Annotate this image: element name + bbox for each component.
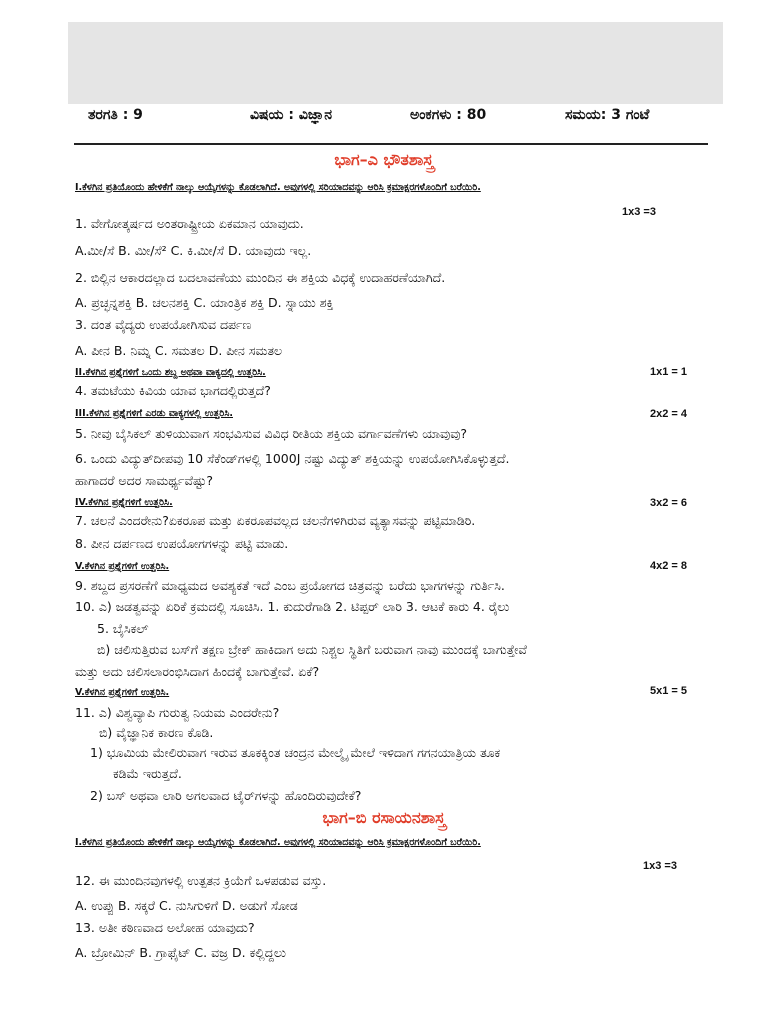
question-2: 2. ಬಿಲ್ಲಿನ ಆಕಾರದಲ್ಲಾದ ಬದಲಾವಣೆಯು ಮುಂದಿನ ಈ ಶಕ್ತಿಯ ವಿಧಕ್ಕೆ ಉದಾಹರಣೆಯಾಗಿದೆ.	[75, 270, 446, 285]
question-3-options: A. ಪೀನ B. ನಿಮ್ನ C. ಸಮತಲ D. ಪೀನ ಸಮತಲ	[75, 343, 283, 358]
section-instruction: I.ಕೆಳಗಿನ ಪ್ರತಿಯೊಂದು ಹೇಳಿಕೆಗೆ ನಾಲ್ಕು ಆಯ್ಕೆಗಳನ್ನು ಕೊಡಲಾಗಿದೆ. ಅವುಗಳಲ್ಲಿ ಸರಿಯಾದವನ್ನು ಆರಿಸಿ ಕ್ರಮಾಕ್ಷರಗಳೊಂದಿಗೆ ಬರೆಯಿರಿ.	[75, 182, 481, 193]
part-b-title: ಭಾಗ–ಬಿ ರಸಾಯನಶಾಸ್ತ್ರ	[322, 808, 446, 827]
question-11a: 11. ಎ) ವಿಶ್ವವ್ಯಾಪಿ ಗುರುತ್ವ ನಿಯಮ ಎಂದರೇನು?	[75, 705, 280, 720]
header-rule	[74, 143, 708, 145]
question-3: 3. ದಂತ ವೈದ್ಯರು ಉಪಯೋಗಿಸುವ ದರ್ಪಣ	[75, 317, 252, 332]
question-1: 1. ವೇಗೋತ್ಕರ್ಷದ ಅಂತರಾಷ್ಟ್ರೀಯ ಏಕಮಾನ ಯಾವುದು.	[75, 216, 304, 231]
section-marks: 3x2 = 6	[650, 497, 688, 509]
question-9: 9. ಶಬ್ದದ ಪ್ರಸರಣೆಗೆ ಮಾಧ್ಯಮದ ಅವಶ್ಯಕತೆ ಇದೆ ಎಂಬ ಪ್ರಯೋಗದ ಚಿತ್ರವನ್ನು ಬರೆದು ಭಾಗಗಳನ್ನು ಗುರ್ತಿಸಿ.	[75, 578, 505, 593]
section-marks: 5x1 = 5	[650, 685, 688, 697]
section-marks: 1x3 =3	[643, 860, 677, 872]
question-11b-2: 2) ಬಸ್ ಅಥವಾ ಲಾರಿ ಅಗಲವಾದ ಟೈರ್‌ಗಳನ್ನು ಹೊಂದಿರುವುದೇಕೆ?	[90, 788, 362, 803]
section-instruction: IV.ಕೆಳಗಿನ ಪ್ರಶ್ನೆಗಳಿಗೆ ಉತ್ತರಿಸಿ.	[75, 497, 173, 508]
section-marks: 1x3 =3	[622, 206, 656, 218]
question-11b: ಬಿ) ವೈಜ್ಞಾನಿಕ ಕಾರಣ ಕೊಡಿ.	[99, 725, 214, 740]
section-instruction: V.ಕೆಳಗಿನ ಪ್ರಶ್ನೆಗಳಿಗೆ ಉತ್ತರಿಸಿ.	[75, 561, 170, 572]
question-1-options: A.ಮೀ/ಸೆ B. ಮೀ/ಸೆ² C. ಕಿ.ಮೀ/ಸೆ D. ಯಾವುದು ಇಲ್ಲ.	[75, 243, 312, 258]
section-instruction: I.ಕೆಳಗಿನ ಪ್ರತಿಯೊಂದು ಹೇಳಿಕೆಗೆ ನಾಲ್ಕು ಆಯ್ಕೆಗಳನ್ನು ಕೊಡಲಾಗಿದೆ. ಅವುಗಳಲ್ಲಿ ಸರಿಯಾದವನ್ನು ಆರಿಸಿ ಕ್ರಮಾಕ್ಷರಗಳೊಂದಿಗೆ ಬರೆಯಿರಿ.	[75, 837, 481, 848]
question-11b-1: 1) ಭೂಮಿಯ ಮೇಲಿರುವಾಗ ಇರುವ ತೂಕಕ್ಕಿಂತ ಚಂದ್ರನ ಮೇಲ್ಮೈ ಮೇಲೆ ಇಳಿದಾಗ ಗಗನಯಾತ್ರಿಯ ತೂಕ	[90, 745, 501, 760]
time-label: ಸಮಯ: 3 ಗಂಟೆ	[565, 107, 650, 123]
class-label: ತರಗತಿ : 9	[88, 107, 143, 123]
section-instruction: V.ಕೆಳಗಿನ ಪ್ರಶ್ನೆಗಳಿಗೆ ಉತ್ತರಿಸಿ.	[75, 687, 170, 698]
part-a-title: ಭಾಗ–ಎ ಭೌತಶಾಸ್ತ್ರ	[334, 150, 434, 169]
question-4: 4. ತಮಟೆಯು ಕಿವಿಯ ಯಾವ ಭಾಗದಲ್ಲಿರುತ್ತದೆ?	[75, 383, 271, 398]
section-instruction: II.ಕೆಳಗಿನ ಪ್ರಶ್ನೆಗಳಿಗೆ ಒಂದು ಶಬ್ದ ಅಥವಾ ವಾಕ್ಯದಲ್ಲಿ ಉತ್ತರಿಸಿ.	[75, 367, 266, 378]
question-12-options: A. ಉಪ್ಪು B. ಸಕ್ಕರೆ C. ನುಸಿಗುಳಿಗೆ D. ಅಡುಗೆ ಸೋಡ	[75, 898, 298, 913]
question-10a-cont: 5. ಬೈಸಿಕಲ್	[97, 621, 149, 636]
question-10b: ಬಿ) ಚಲಿಸುತ್ತಿರುವ ಬಸ್‌ಗೆ ತಕ್ಷಣ ಬ್ರೇಕ್ ಹಾಕಿದಾಗ ಅದು ನಿಶ್ಚಲ ಸ್ಥಿತಿಗೆ ಬರುವಾಗ ನಾವು ಮುಂದಕ್ಕೆ ಬಾಗುತ್ತೇವೆ	[97, 642, 527, 657]
question-13-options: A. ಬ್ರೋಮಿನ್ B. ಗ್ರಾಫೈಟ್ C. ವಜ್ರ D. ಕಲ್ಲಿದ್ದಲು	[75, 945, 286, 960]
section-instruction: III.ಕೆಳಗಿನ ಪ್ರಶ್ನೆಗಳಿಗೆ ಎರಡು ವಾಕ್ಯಗಳಲ್ಲಿ ಉತ್ತರಿಸಿ.	[75, 408, 233, 419]
section-marks: 1x1 = 1	[650, 366, 688, 378]
header-blank-box	[68, 22, 723, 104]
subject-label: ವಿಷಯ : ವಿಜ್ಞಾನ	[250, 107, 333, 123]
question-10a: 10. ಎ) ಜಡತ್ವವನ್ನು ಏರಿಕೆ ಕ್ರಮದಲ್ಲಿ ಸೂಚಿಸಿ. 1. ಕುದುರೆಗಾಡಿ 2. ಟಿಪ್ಪರ್ ಲಾರಿ 3. ಆಟಕೆ ಕಾರು 4. ರೈಲು	[75, 599, 510, 614]
question-10b-cont: ಮತ್ತು ಅದು ಚಲಿಸಲಾರಂಭಿಸಿದಾಗ ಹಿಂದಕ್ಕೆ ಬಾಗುತ್ತೇವೆ. ಏಕೆ?	[75, 664, 320, 679]
question-7: 7. ಚಲನೆ ಎಂದರೇನು?ಏಕರೂಪ ಮತ್ತು ಏಕರೂಪವಲ್ಲದ ಚಲನೆಗಳಿಗಿರುವ ವ್ಯತ್ಯಾಸವನ್ನು ಪಟ್ಟಿಮಾಡಿರಿ.	[75, 513, 476, 528]
question-5: 5. ನೀವು ಬೈಸಿಕಲ್ ತುಳಿಯುವಾಗ ಸಂಭವಿಸುವ ವಿವಿಧ ರೀತಿಯ ಶಕ್ತಿಯ ವರ್ಗಾವಣೆಗಳು ಯಾವುವು?	[75, 426, 468, 441]
question-12: 12. ಈ ಮುಂದಿನವುಗಳಲ್ಲಿ ಉತ್ಪತನ ಕ್ರಿಯೆಗೆ ಒಳಪಡುವ ವಸ್ತು.	[75, 873, 327, 888]
question-8: 8. ಪೀನ ದರ್ಪಣದ ಉಪಯೋಗಗಳನ್ನು ಪಟ್ಟಿ ಮಾಡು.	[75, 536, 289, 551]
question-13: 13. ಅತೀ ಕಠಿಣವಾದ ಅಲೋಹ ಯಾವುದು?	[75, 920, 255, 935]
section-marks: 2x2 = 4	[650, 408, 688, 420]
question-11b-1-cont: ಕಡಿಮೆ ಇರುತ್ತದೆ.	[113, 766, 182, 781]
question-6: 6. ಒಂದು ವಿದ್ಯುತ್‌ದೀಪವು 10 ಸೆಕೆಂಡ್‌ಗಳಲ್ಲಿ 1000J ನಷ್ಟು ವಿದ್ಯುತ್ ಶಕ್ತಿಯನ್ನು ಉಪಯೋಗಿಸಿಕೊಳ್ಳುತ್ತದೆ.	[75, 451, 510, 466]
question-6-cont: ಹಾಗಾದರೆ ಅದರ ಸಾಮರ್ಥ್ಯವೆಷ್ಟು?	[75, 473, 214, 488]
section-marks: 4x2 = 8	[650, 560, 688, 572]
marks-label: ಅಂಕಗಳು : 80	[410, 107, 487, 123]
question-2-options: A. ಪ್ರಚ್ಛನ್ನಶಕ್ತಿ B. ಚಲನಶಕ್ತಿ C. ಯಾಂತ್ರಿಕ ಶಕ್ತಿ D. ಸ್ನಾಯು ಶಕ್ತಿ	[75, 295, 334, 310]
